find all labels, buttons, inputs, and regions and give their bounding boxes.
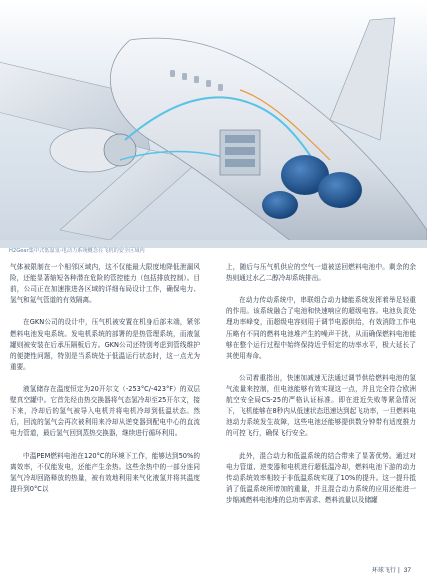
fuel-cell-module: [225, 135, 255, 143]
aircraft-illustration: [0, 0, 427, 248]
paragraph: 中温PEM燃料电池在120°C的环境下工作，能够达到50%的离效率，不仅能发电，还能产生余热。这些余热中的一部分连同氢气冷却回路释放的热量，被有效地利用来气化液氢并将其温度提升到0°C以: [10, 451, 200, 493]
text-column-right: [226, 262, 416, 506]
page-footer: [372, 565, 411, 574]
footer-separator: |: [397, 567, 400, 574]
fuel-cell-module: [225, 159, 255, 167]
magazine-name: 环球飞行: [371, 567, 396, 574]
paragraph: 液氢储存在温度恒定为20开尔文（-253°C/-423°F）的双层壁真空罐中。它首先经由热交换器将气态氢冷却至25开尔文，接下来，冷却后的氢气被导入电机并将电机冷却到低温状态。然后，回流的氢气会再次被利用来冷却从逆变器到配电中心的直流电力管道，最后氢气回到蒸热交换器，继续进行循环利用。: [10, 385, 200, 438]
paragraph: 在动力传动系统中，串联组合动力储能系统发挥着举足轻重的作用。该系统融合了电池和快速响应的超级电容。电池负责处理功率峰变，而超级电容则用于调节电源供给，有效消除工作电压略有不同的燃料电池堆产生的噪声干扰，从而确保燃料电池能够在整个运行过程中始终保持近乎恒定的功率水平，极大延长了其使用寿命。: [226, 296, 416, 360]
figure-caption: H2Gear集中式低温氢-电动力系统概念在飞机的安全区域内: [9, 248, 145, 254]
paragraph: 气体被限制在一个相邻区域内，这不仅能最大限度地降低泄漏风险，还能显著缩短各种潜在危险的管控能力（包括排放控制）。目前，公司正在加速推进各区域的详细布局设计工作，确保电力、氢气和氦气管道的有效隔离。: [10, 263, 200, 305]
hydrogen-tank: [262, 191, 298, 219]
fuel-cell-module: [225, 147, 255, 155]
paragraph: 在GKN公司的设计中，压气机被安置在机身后部末端，紧邻燃料电池发电系统。发电机系统的部署的是热管理系统，而液氢罐则被安装在后承压隔板后方。GKN公司还特别考虑到管线维护的便捷性问题，特别是当系统处于低温运行状态时，这一点尤为重要。: [10, 318, 200, 371]
text-column-left: [10, 262, 200, 495]
paragraph: 公司着重指出，快速加减速无法通过调节供给燃料电池的氢气流量来控制，但电池能够有效实现这一点，并且完全符合欧洲航空安全局CS-25的严格认证标准。即在进近失败等紧急情况下，飞机能够在8秒内从低速状态迅速达到起飞功率，一旦燃料电池动力系统发生故障，这些电池还能够提供数分钟带有适度推力的可控飞行，确保飞行安全。: [226, 373, 416, 438]
hydrogen-tank: [318, 172, 362, 208]
paragraph: 此外，混合动力和低温系统的结合带来了显著优势。通过对电力管道、逆变器和电机进行超低温冷却，燃料电池下游的动力传动系统效率相较于非低温系统实现了10%的提升。这一提升抵消了低温系统所增加的重量，并且混合动力系统的应用还能进一步缩减燃料电池堆的总功率需求、燃料流量以及储罐: [226, 451, 416, 504]
propeller-hub: [104, 134, 136, 166]
paragraph: 上，随后与压气机供应的空气一道被送回燃料电池中。剩余的余热则通过水乙二醇冷却系统排出。: [226, 263, 416, 283]
page-number: 37: [403, 567, 411, 574]
aircraft-cutaway-figure: [0, 0, 427, 248]
